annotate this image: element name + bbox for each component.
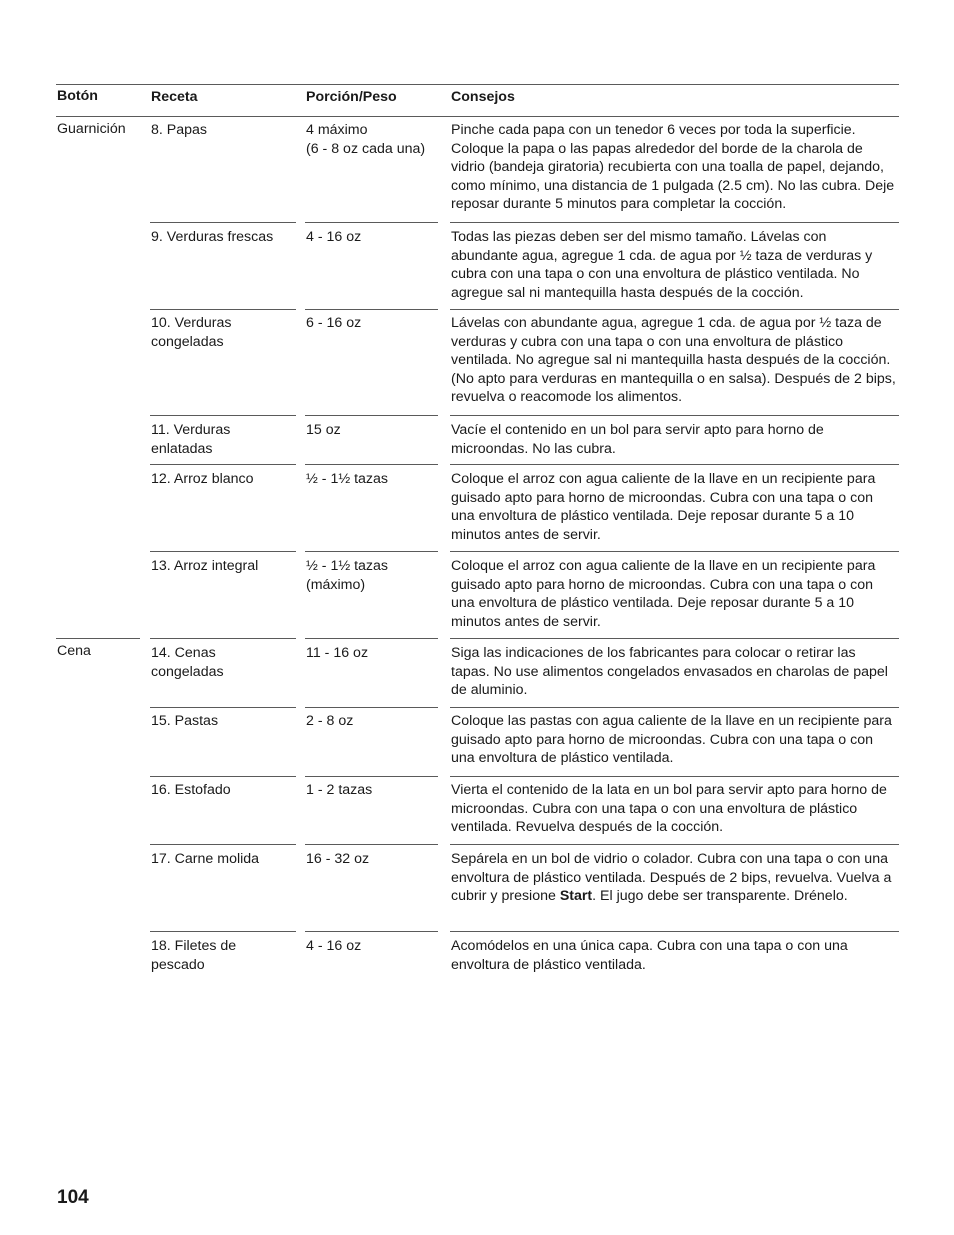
row-13-rule-porcion — [305, 638, 438, 639]
row-15-rule-porcion — [305, 776, 438, 777]
row-13-rule-consejos — [450, 638, 899, 639]
row-15-rule-receta — [150, 776, 296, 777]
row-8-consejos: Pinche cada papa con un tenedor 6 veces por toda la superficie. Coloque la papa o las papas alrededor del borde de la charola de vidrio (bandeja giratoria) recubierta con una toalla de papel, dejando, como mínimo, una distancia de 1 pulgada (2.5 cm). No las cubra. Deje reposar durante 5 minutos para completar la cocción. — [451, 122, 895, 213]
row-10-receta: 10. Verduras congeladas — [151, 315, 232, 350]
header-receta: Receta — [151, 89, 198, 105]
row-14-consejos: Siga las indicaciones de los fabricantes para colocar o retirar las tapas. No use alimentos congelados envasados en charolas de papel de aluminio. — [451, 645, 888, 699]
row-8-receta: 8. Papas — [151, 122, 208, 138]
start-button-label: Start — [559, 888, 593, 905]
row-17-rule-receta — [150, 931, 296, 932]
row-11-consejos: Vacíe el contenido en un bol para servir apto para horno de microondas. No las cubra. — [451, 422, 824, 457]
row-16-rule-porcion — [305, 844, 438, 845]
group-rule-cena — [56, 638, 140, 639]
row-15-consejos: Coloque las pastas con agua caliente de la llave en un recipiente para guisado apto para horno de microondas. Cubra con una tapa o con una envoltura de plástico ventilada. — [451, 713, 892, 767]
group-label-guarnicion: Guarnición — [57, 121, 126, 137]
row-17-rule-consejos — [450, 931, 899, 932]
row-13-porcion: ½ - 1½ tazas (máximo) — [306, 558, 389, 593]
row-14-porcion: 11 - 16 oz — [306, 645, 369, 661]
row-8-porcion: 4 máximo (6 - 8 oz cada una) — [306, 122, 426, 157]
row-8-rule-consejos — [450, 222, 899, 223]
row-17-porcion: 16 - 32 oz — [306, 851, 370, 867]
row-16-rule-receta — [150, 844, 296, 845]
row-17-consejos-pre: Sepárela en un bol de vidrio o colador. Cubra con una tapa o con una envoltura de plástico ventilada. Después de 2 bips, revuelva. Vuelva a cubrir y presione — [451, 851, 892, 905]
row-16-rule-consejos — [450, 844, 899, 845]
row-13-rule-receta — [150, 638, 296, 639]
row-12-rule-receta — [150, 551, 296, 552]
row-16-consejos: Vierta el contenido de la lata en un bol para servir apto para horno de microondas. Cubra con una tapa o con una envoltura de plástico ventilada. Revuelva después de la cocción. — [451, 782, 887, 836]
row-17-consejos-post: . El jugo debe ser transparente. Drénelo. — [592, 888, 848, 905]
row-11-receta: 11. Verduras enlatadas — [151, 422, 231, 457]
row-12-porcion: ½ - 1½ tazas — [306, 471, 389, 487]
row-9-rule-porcion — [305, 309, 438, 310]
row-12-rule-consejos — [450, 551, 899, 552]
row-14-receta: 14. Cenas congeladas — [151, 645, 224, 680]
row-11-rule-porcion — [305, 464, 438, 465]
row-18-receta: 18. Filetes de pescado — [151, 938, 237, 973]
header-boton: Botón — [57, 88, 98, 104]
row-9-porcion: 4 - 16 oz — [306, 229, 362, 245]
row-15-rule-consejos — [450, 776, 899, 777]
row-17-receta: 17. Carne molida — [151, 851, 260, 867]
row-10-rule-porcion — [305, 415, 438, 416]
row-10-rule-receta — [150, 415, 296, 416]
header-consejos: Consejos — [451, 89, 515, 105]
row-9-rule-consejos — [450, 309, 899, 310]
row-15-porcion: 2 - 8 oz — [306, 713, 354, 729]
row-16-receta: 16. Estofado — [151, 782, 231, 798]
group-label-cena: Cena — [57, 643, 91, 659]
row-9-receta: 9. Verduras frescas — [151, 229, 274, 245]
header-porcion: Porción/Peso — [306, 89, 397, 105]
row-12-rule-porcion — [305, 551, 438, 552]
row-14-rule-porcion — [305, 707, 438, 708]
row-12-receta: 12. Arroz blanco — [151, 471, 254, 487]
row-10-rule-consejos — [450, 415, 899, 416]
row-11-rule-receta — [150, 464, 296, 465]
row-15-receta: 15. Pastas — [151, 713, 219, 729]
row-13-consejos: Coloque el arroz con agua caliente de la llave en un recipiente para guisado apto para horno de microondas. Cubra con una tapa o con una envoltura de plástico ventilada. Deje reposar durante 5 a 10 minutos antes de servir. — [451, 558, 876, 630]
row-17-rule-porcion — [305, 931, 438, 932]
page-number: 104 — [57, 1187, 89, 1208]
row-14-rule-consejos — [450, 707, 899, 708]
row-8-rule-porcion — [305, 222, 438, 223]
row-10-consejos: Lávelas con abundante agua, agregue 1 cda. de agua por ½ taza de verduras y cubra con una tapa o con una envoltura de plástico ventilada. No agregue sal ni mantequilla hasta después de la cocción. (No apto para verduras en mantequilla o en salsa). Después de 2 bips, revuelva o reacomode los alimentos. — [451, 315, 896, 406]
table-top-rule — [56, 84, 899, 85]
row-9-rule-receta — [150, 309, 296, 310]
row-18-consejos: Acomódelos en una única capa. Cubra con una tapa o con una envoltura de plástico ventilada. — [451, 938, 848, 973]
row-18-porcion: 4 - 16 oz — [306, 938, 362, 954]
row-16-porcion: 1 - 2 tazas — [306, 782, 373, 798]
row-17-consejos — [451, 850, 896, 906]
row-11-rule-consejos — [450, 464, 899, 465]
row-10-porcion: 6 - 16 oz — [306, 315, 362, 331]
row-13-receta: 13. Arroz integral — [151, 558, 259, 574]
row-9-consejos: Todas las piezas deben ser del mismo tamaño. Lávelas con abundante agua, agregue 1 cda. de agua por ½ taza de verduras y cubra con una tapa o con una envoltura de plástico ventilada. No agregue sal ni mantequilla hasta después de la cocción. — [451, 229, 873, 301]
row-11-porcion: 15 oz — [306, 422, 341, 438]
row-14-rule-receta — [150, 707, 296, 708]
row-12-consejos: Coloque el arroz con agua caliente de la llave en un recipiente para guisado apto para horno de microondas. Cubra con una tapa o con una envoltura de plástico ventilada. Deje reposar durante 5 a 10 minutos antes de servir. — [451, 471, 876, 543]
header-rule — [56, 116, 899, 117]
row-8-rule-receta — [150, 222, 296, 223]
